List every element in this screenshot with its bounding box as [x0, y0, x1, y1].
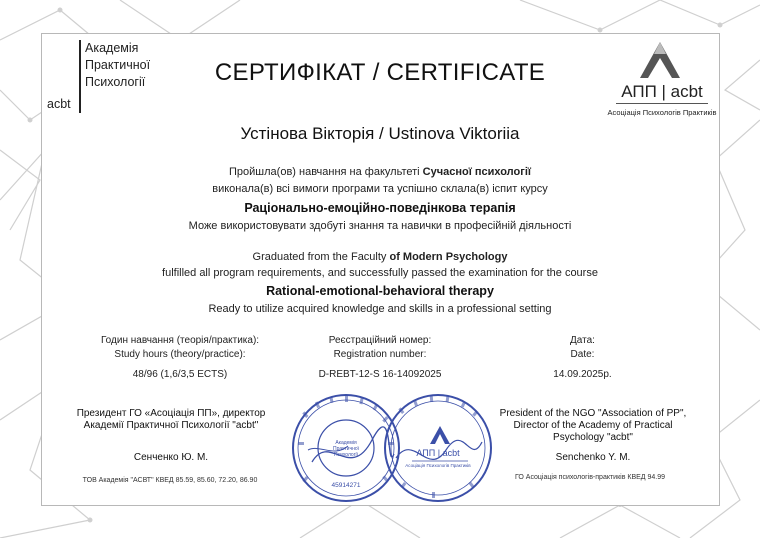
ua-line1 — [0, 166, 760, 178]
en-line1 — [0, 251, 760, 263]
left-signatory-title-line1: Президент ГО «Асоціація ПП», директор — [76, 408, 266, 419]
left-signatory-name: Сенченко Ю. М. — [133, 452, 209, 463]
recipient-name: Устінова Вікторія / Ustinova Viktoriia — [240, 124, 520, 143]
association-logo-mark: АПП | acbt — [621, 82, 703, 101]
registration-label-ua: Реєстраційний номер: — [328, 335, 432, 346]
hours-label-ua: Годин навчання (теорія/практика): — [100, 335, 260, 346]
association-logo-divider — [616, 103, 708, 104]
date-value: 14.09.2025р. — [553, 369, 612, 380]
right-footer-note: ГО Асоціація психологів-практиків КВЕД 94.99 — [515, 474, 665, 481]
en-line1-prefix: Graduated from the Faculty — [252, 251, 390, 263]
left-footer-note: ТОВ Академія "АСВТ" КВЕД 85.59, 85.60, 72.20, 86.90 — [82, 477, 258, 484]
ua-faculty: Сучасної психології — [422, 166, 531, 178]
academy-logo-line2: Практичної — [85, 58, 151, 72]
registration-label-en: Registration number: — [333, 349, 427, 360]
en-line3: Ready to utilize acquired knowledge and skills in a professional setting — [208, 303, 552, 315]
association-logo-icon — [638, 40, 682, 80]
ua-line2: виконала(в) всі вимоги програми та успішно склала(в) іспит курсу — [212, 183, 548, 195]
ua-line1-prefix: Пройшла(ов) навчання на факультеті — [229, 166, 423, 178]
registration-value: D-REBT-12-S 16-14092025 — [318, 369, 442, 380]
ua-line3: Може використовувати здобуті знання та навички в професійній діяльності — [188, 220, 572, 232]
academy-logo-line1: Академія — [85, 41, 139, 55]
left-signatory-title — [60, 408, 282, 431]
en-course-name: Rational-emotional-behavioral therapy — [266, 284, 494, 298]
date-block — [500, 335, 665, 380]
certificate-title: СЕРТИФІКАТ / CERTIFICATE — [214, 59, 546, 86]
association-stamp-caption: Асоціація Психологів Практиків — [405, 463, 471, 468]
academy-stamp-code: 45914271 — [331, 482, 361, 489]
ua-course-name: Раціонально-емоційно-поведінкова терапія — [244, 201, 516, 215]
hours-block — [80, 335, 280, 380]
hours-value: 48/96 (1,6/3,5 ECTS) — [132, 369, 228, 380]
left-signatory-title-line2: Академії Практичної Психології "acbt" — [83, 420, 259, 431]
academy-stamp-center: Академія Практичної Психології — [332, 440, 360, 458]
right-signatory-title-line3: Psychology "acbt" — [553, 432, 633, 443]
registration-block — [280, 335, 480, 380]
right-signatory-title-line1: President of the NGO "Association of PP", — [499, 408, 687, 419]
en-faculty: of Modern Psychology — [389, 251, 508, 263]
right-signatory-title-line2: Director of the Academy of Practical — [513, 420, 673, 431]
en-line2: fulfilled all program requirements, and successfully passed the examination for the course — [162, 267, 598, 279]
right-signatory-title — [482, 408, 704, 443]
academy-logo-line3: Психології — [85, 75, 146, 89]
right-signatory-name: Senchenko Y. M. — [555, 452, 631, 463]
date-label-en: Date: — [570, 349, 595, 360]
date-label-ua: Дата: — [570, 335, 595, 346]
association-logo-caption: Асоціація Психологів Практиків — [607, 108, 717, 117]
association-stamp-mark: АПП | acbt — [416, 448, 460, 458]
academy-logo-acbt: acbt — [47, 97, 71, 111]
hours-label-en: Study hours (theory/practice): — [114, 349, 246, 360]
